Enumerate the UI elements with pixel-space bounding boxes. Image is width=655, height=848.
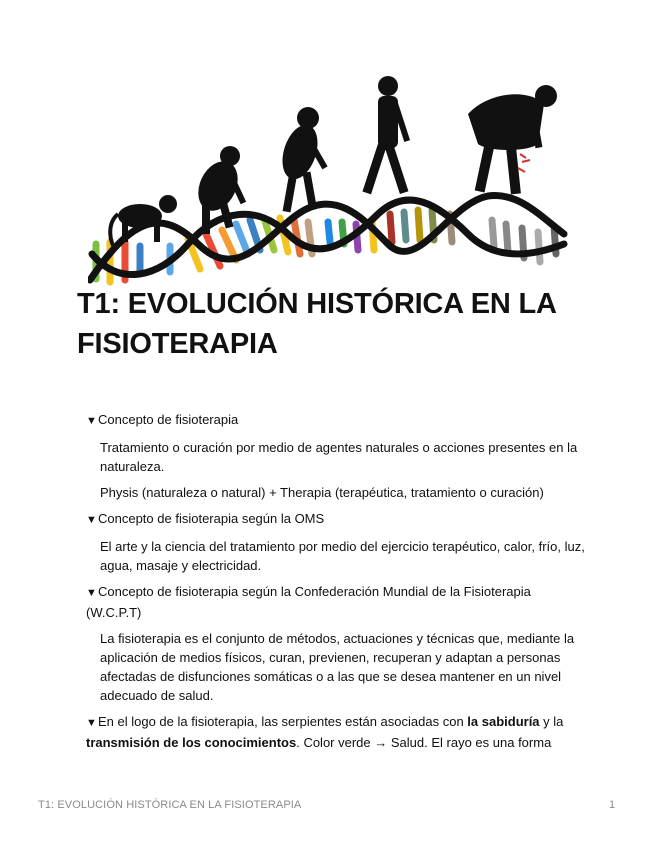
evolution-dna-illustration — [88, 74, 568, 288]
toggle-logo-fisioterapia[interactable] — [86, 712, 586, 752]
triangle-down-icon[interactable]: ▼ — [86, 587, 97, 599]
paragraph: Physis (naturaleza o natural) + Therapia (terapéutica, tratamiento o curación) — [100, 485, 544, 500]
page-number: 1 — [609, 799, 616, 811]
toggle-heading-text: En el logo de la fisioterapia, las serpientes están asociadas con — [98, 714, 468, 729]
paragraph: Tratamiento o curación por medio de agentes naturales o acciones presentes en la naturaleza. — [100, 440, 578, 474]
paragraph: La fisioterapia es el conjunto de métodos, actuaciones y técnicas que, mediante la aplicación de medios físicos, curan, previenen, recuperan y adaptan a personas afectadas de disfunciones somáticas o a las que se desea mantener en un nivel adecuado de salud. — [100, 631, 575, 703]
page-title: T1: EVOLUCIÓN HISTÓRICA EN LA FISIOTERAPIA — [77, 288, 556, 360]
paragraph: El arte y la ciencia del tratamiento por medio del ejercicio terapéutico, calor, frío, luz, agua, masaje y electricidad. — [100, 539, 585, 573]
toggle-heading-text: . Color verde — [296, 735, 375, 750]
toggle-heading: Concepto de fisioterapia — [98, 412, 239, 427]
document-body — [86, 410, 586, 752]
triangle-down-icon[interactable]: ▼ — [86, 415, 97, 427]
bold-transmision: transmisión de los conocimientos — [86, 735, 297, 750]
toggle-concepto[interactable] — [86, 410, 586, 431]
toggle-heading: Concepto de fisioterapia según la Confederación Mundial de la Fisioterapia (W.C.P.T) — [86, 584, 531, 620]
toggle-concepto-oms[interactable] — [86, 509, 586, 530]
triangle-down-icon[interactable]: ▼ — [86, 717, 97, 729]
toggle-heading-text: y la — [539, 714, 564, 729]
triangle-down-icon[interactable]: ▼ — [86, 514, 97, 526]
human-silhouette — [362, 76, 410, 194]
toggle-heading: Concepto de fisioterapia según la OMS — [98, 511, 325, 526]
toggle-heading-text: Salud. El rayo es una forma — [387, 735, 552, 750]
footer-title: T1: EVOLUCIÓN HISTÓRICA EN LA FISIOTERAPIA — [38, 799, 302, 811]
hunched-person-silhouette — [468, 85, 557, 194]
toggle-concepto-wcpt[interactable] — [86, 582, 586, 622]
hominid-silhouette — [276, 107, 327, 212]
bold-sabiduria: la sabiduría — [467, 714, 540, 729]
arrow-right-icon: → — [374, 735, 388, 750]
